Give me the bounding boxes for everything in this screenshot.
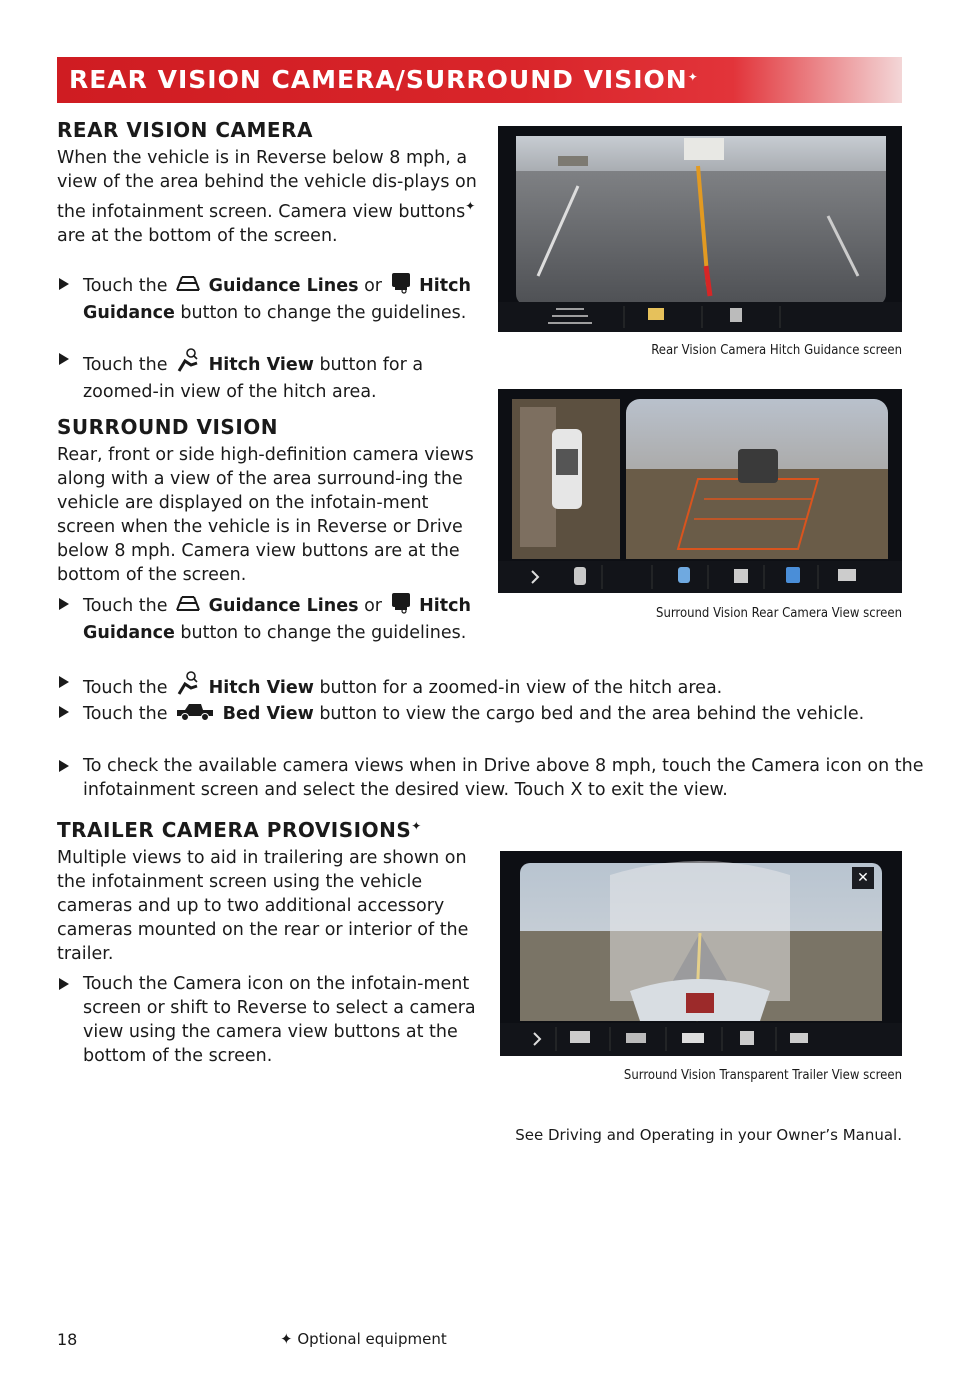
- close-icon: ✕: [857, 870, 869, 886]
- rear-camera-caption: Rear Vision Camera Hitch Guidance screen: [651, 343, 902, 358]
- trailer-intro: Multiple views to aid in trailering are shown on the infotainment screen using the vehicle cameras and up to two additional accessory cameras mounted on the rear or interior of the trailer.: [57, 848, 469, 964]
- optional-mark: ✦: [687, 70, 699, 84]
- bullet-text: Touch the Camera icon on the infotain-ment screen or shift to Reverse to select a camera view using the camera view buttons at the bottom of the screen.: [83, 974, 476, 1066]
- bullet-arrow-icon: [59, 706, 69, 718]
- surround-vision-screenshot: [498, 389, 902, 593]
- surround-bullet-drive-views: [57, 754, 928, 802]
- bullet-text: button to view the cargo bed and the area behind the vehicle.: [313, 704, 865, 724]
- bullet-text: button for a zoomed-in view of the hitch area.: [313, 678, 723, 698]
- rear-camera-heading: REAR VISION CAMERA: [57, 118, 313, 142]
- bold-term: Bed View: [222, 704, 314, 724]
- surround-bullet-hitch-view: [57, 670, 928, 703]
- surround-intro: Rear, front or side high-definition camera views along with a view of the area surround-ing the vehicle are displayed on the infotain-ment screen when the vehicle is in Reverse or Drive below 8 mph. Camera view buttons are at the bottom of the screen.: [57, 445, 474, 585]
- bullet-text: button to change the guidelines.: [174, 623, 467, 643]
- rear-camera-intro: [57, 146, 482, 248]
- trailer-bullet-camera: [57, 972, 503, 1068]
- banner-title: [69, 65, 699, 94]
- bullet-text: Touch the: [83, 678, 174, 698]
- bold-term: Guidance Lines: [208, 596, 359, 616]
- bullet-text: To check the available camera views when in Drive above 8 mph, touch the Camera icon on the infotainment screen and select the desired view. Touch X to exit the view.: [83, 756, 924, 800]
- optional-mark: ✦: [465, 199, 476, 213]
- intro-text-a: When the vehicle is in Reverse below 8 mph, a view of the area behind the vehicle dis-plays on the infotainment screen. Camera view buttons: [57, 148, 477, 222]
- surround-bullet-guidance: [57, 592, 483, 645]
- bullet-arrow-icon: [59, 598, 69, 610]
- bold-term: Guidance Lines: [208, 276, 359, 296]
- optional-mark: ✦: [411, 819, 422, 833]
- bullet-text: button to change the guidelines.: [174, 303, 467, 323]
- surround-heading: SURROUND VISION: [57, 415, 278, 439]
- bullet-arrow-icon: [59, 353, 69, 365]
- bold-term: Hitch Guidance: [83, 276, 471, 323]
- see-owners-manual: See Driving and Operating in your Owner’s Manual.: [515, 1126, 902, 1144]
- trailer-heading: [57, 818, 422, 842]
- guidance-lines-icon: [175, 596, 201, 621]
- bold-term: Hitch View: [208, 678, 314, 698]
- bullet-text: or: [358, 596, 388, 616]
- banner-title-text: REAR VISION CAMERA/SURROUND VISION: [69, 65, 688, 94]
- hitch-view-icon: [175, 347, 201, 380]
- guidance-lines-icon: [175, 276, 201, 301]
- bullet-arrow-icon: [59, 760, 69, 772]
- surround-bullet-bed-view: [57, 700, 903, 729]
- trailer-view-caption: Surround Vision Transparent Trailer View screen: [623, 1068, 902, 1083]
- hitch-guidance-icon: [390, 272, 412, 301]
- optional-equipment-footnote: [280, 1330, 447, 1348]
- hitch-guidance-icon: [390, 592, 412, 621]
- bullet-text: Touch the: [83, 596, 174, 616]
- bullet-text: Touch the: [83, 355, 174, 375]
- bullet-arrow-icon: [59, 278, 69, 290]
- bullet-text: Touch the: [83, 276, 174, 296]
- bullet-arrow-icon: [59, 978, 69, 990]
- optional-mark: ✦: [280, 1330, 293, 1348]
- rear-camera-screenshot: [498, 126, 902, 332]
- bullet-arrow-icon: [59, 676, 69, 688]
- bold-term: Hitch Guidance: [83, 596, 471, 643]
- hitch-view-icon: [175, 670, 201, 703]
- bullet-text: or: [358, 276, 388, 296]
- bold-term: Hitch View: [208, 355, 314, 375]
- section-banner: [57, 57, 902, 103]
- surround-vision-caption: Surround Vision Rear Camera View screen: [656, 606, 902, 621]
- bed-view-icon: [175, 700, 215, 729]
- rear-bullet-guidance: [57, 272, 483, 325]
- rear-bullet-hitch-view: [57, 347, 483, 404]
- page-number: 18: [57, 1330, 78, 1349]
- intro-text-b: are at the bottom of the screen.: [57, 226, 338, 246]
- trailer-view-screenshot: [500, 851, 902, 1056]
- trailer-heading-text: TRAILER CAMERA PROVISIONS: [57, 818, 412, 842]
- bullet-text: button for a zoomed-in view of the hitch area.: [83, 355, 424, 402]
- bullet-text: Touch the: [83, 704, 174, 724]
- footnote-text: Optional equipment: [297, 1330, 447, 1348]
